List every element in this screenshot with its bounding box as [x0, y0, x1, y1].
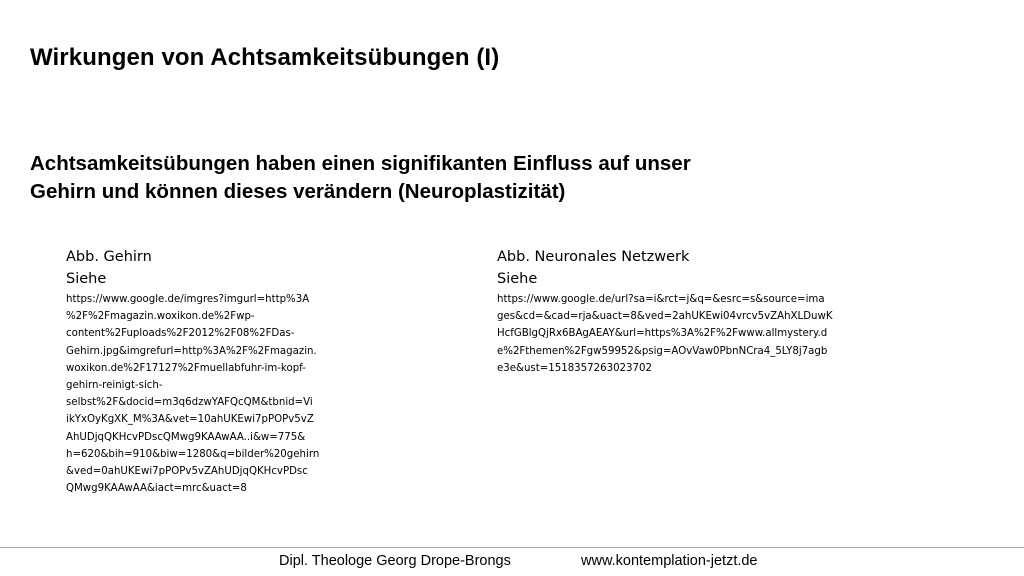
url-line: https://www.google.de/url?sa=i&rct=j&q=&esrc=s&source=ima: [497, 294, 825, 305]
reference-see-label: Siehe: [66, 271, 107, 287]
reference-caption: Abb. Gehirn: [66, 249, 152, 265]
reference-brain: [66, 246, 336, 497]
reference-caption: Abb. Neuronales Netzwerk: [497, 249, 690, 265]
reference-url[interactable]: [66, 291, 336, 497]
url-line: Gehirn.jpg&imgrefurl=http%3A%2F%2Fmagazin.: [66, 345, 317, 357]
url-line: ikYxOyKgXK_M%3A&vet=10ahUKEwi7pPOPv5vZ: [66, 414, 314, 426]
url-line: e3e&ust=1518357263023702: [497, 362, 652, 374]
subtitle-line: Achtsamkeitsübungen haben einen signifikanten Einfluss auf unser: [30, 152, 691, 175]
footer-website: www.kontemplation-jetzt.de: [581, 553, 758, 569]
slide-title: Wirkungen von Achtsamkeitsübungen (I): [30, 44, 500, 71]
url-line: https://www.google.de/imgres?imgurl=http%3A: [66, 294, 310, 305]
url-line: gehirn-reinigt-sich-: [66, 380, 163, 392]
footer-divider: [0, 547, 1024, 548]
footer-author: Dipl. Theologe Georg Drope-Brongs: [279, 553, 511, 569]
url-line: e%2Fthemen%2Fgw59952&psig=AOvVaw0PbnNCra4_5LY8j7agb: [497, 345, 828, 357]
reference-see-label: Siehe: [497, 271, 538, 287]
url-line: QMwg9KAAwAA&iact=mrc&uact=8: [66, 483, 247, 495]
url-line: HcfGBlgQjRx6BAgAEAY&url=https%3A%2F%2Fwww.allmystery.d: [497, 328, 828, 340]
url-line: &ved=0ahUKEwi7pPOPv5vZAhUDjqQKHcvPDsc: [66, 466, 308, 478]
url-line: selbst%2F&docid=m3q6dzwYAFQcQM&tbnid=Vi: [66, 397, 313, 409]
url-line: AhUDjqQKHcvPDscQMwg9KAAwAA..i&w=775&: [66, 431, 306, 443]
slide-subtitle: [30, 150, 930, 206]
url-line: h=620&bih=910&biw=1280&q=bilder%20gehirn: [66, 448, 320, 460]
url-line: ges&cd=&cad=rja&uact=8&ved=2ahUKEwi04vrcv5vZAhXLDuwK: [497, 311, 833, 323]
reference-url[interactable]: [497, 291, 857, 377]
url-line: %2F%2Fmagazin.woxikon.de%2Fwp-: [66, 311, 255, 323]
subtitle-line: Gehirn und können dieses verändern (Neuroplastizität): [30, 180, 566, 203]
reference-neural-network: [497, 246, 857, 377]
url-line: content%2Fuploads%2F2012%2F08%2FDas-: [66, 328, 295, 340]
url-line: woxikon.de%2F17127%2Fmuellabfuhr-im-kopf-: [66, 362, 306, 374]
